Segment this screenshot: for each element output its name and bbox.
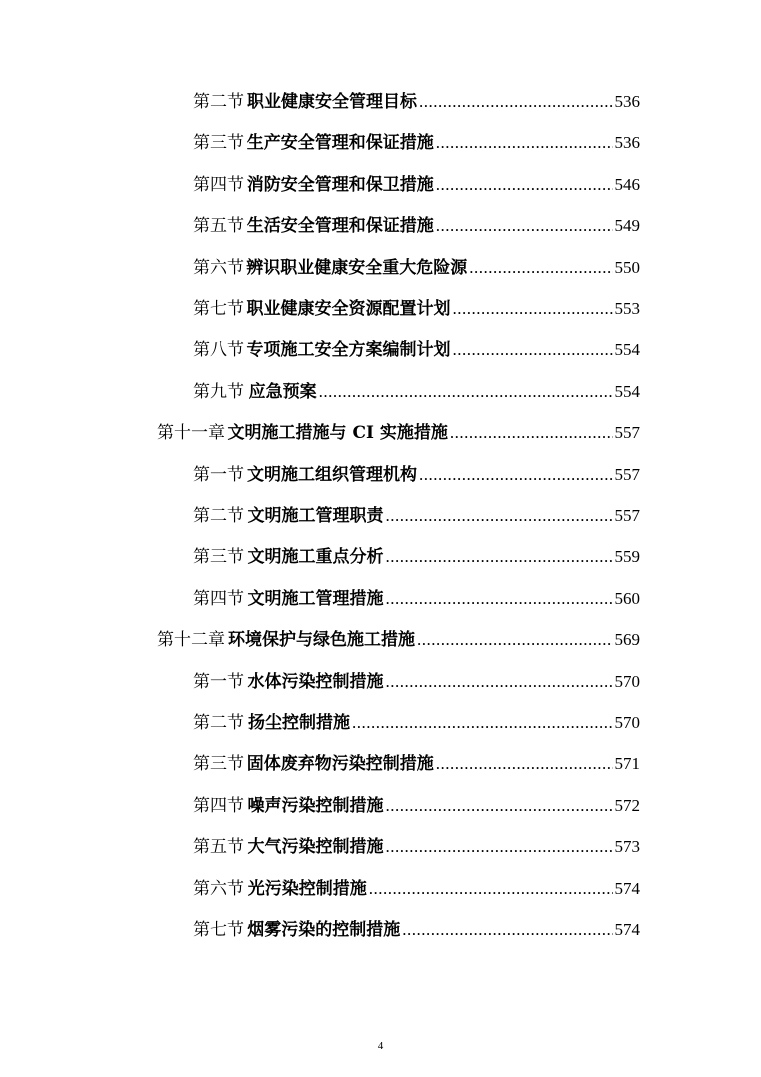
toc-entry-page: 546 bbox=[614, 174, 640, 194]
page-number: 4 bbox=[377, 1040, 384, 1052]
toc-leader-dots bbox=[319, 377, 613, 407]
toc-entry-title: 辨识职业健康安全重大危险源 bbox=[246, 257, 468, 278]
toc-entry-title: 消防安全管理和保卫措施 bbox=[246, 174, 434, 195]
toc-entry-page: 574 bbox=[614, 920, 640, 939]
toc-section-entry[interactable] bbox=[193, 915, 640, 945]
toc-entry-label: 第四节 bbox=[193, 795, 244, 816]
toc-entry-title: 职业健康安全管理目标 bbox=[247, 92, 418, 112]
toc-section-entry[interactable] bbox=[193, 749, 640, 779]
toc-entry-label: 第四节 bbox=[193, 588, 244, 609]
toc-entry-label: 第二节 bbox=[193, 92, 244, 112]
toc-section-entry[interactable] bbox=[193, 874, 640, 904]
toc-entry-page: 553 bbox=[614, 299, 640, 318]
toc-leader-dots bbox=[450, 418, 613, 448]
toc-entry-page: 557 bbox=[614, 506, 640, 525]
toc-entry-title: 文明施工措施与 CI 实施措施 bbox=[227, 423, 448, 444]
toc-entry-label: 第十一章 bbox=[157, 423, 225, 444]
toc-entry-title: 大气污染控制措施 bbox=[247, 837, 384, 858]
toc-entry-page: 550 bbox=[614, 257, 640, 277]
toc-leader-dots bbox=[352, 708, 612, 738]
toc-entry-label: 第二节 bbox=[193, 506, 244, 526]
toc-entry-page: 560 bbox=[614, 588, 640, 608]
toc-entry-label: 第七节 bbox=[193, 299, 244, 319]
toc-section-entry[interactable] bbox=[193, 832, 640, 862]
toc-entry-label: 第一节 bbox=[193, 464, 244, 485]
toc-section-entry[interactable] bbox=[193, 708, 640, 738]
toc-entry-page: 557 bbox=[614, 423, 640, 443]
toc-leader-dots bbox=[419, 87, 612, 117]
toc-section-entry[interactable] bbox=[193, 170, 640, 200]
toc-entry-page: 554 bbox=[614, 340, 640, 360]
toc-leader-dots bbox=[469, 253, 612, 283]
toc-leader-dots bbox=[402, 915, 612, 945]
toc-entry-title: 扬尘控制措施 bbox=[248, 713, 351, 733]
toc-section-entry[interactable] bbox=[193, 87, 640, 117]
toc-entry-label: 第八节 bbox=[193, 340, 244, 361]
toc-entry-label: 第三节 bbox=[193, 547, 244, 568]
toc-entry-title: 职业健康安全资源配置计划 bbox=[246, 299, 451, 319]
toc-entry-title: 应急预案 bbox=[248, 381, 317, 402]
toc-entry-label: 第三节 bbox=[193, 754, 244, 775]
toc-section-entry[interactable] bbox=[193, 667, 640, 697]
toc-leader-dots bbox=[386, 791, 613, 821]
toc-leader-dots bbox=[386, 501, 613, 531]
toc-entry-label: 第一节 bbox=[193, 671, 244, 692]
toc-section-entry[interactable] bbox=[193, 791, 640, 821]
toc-entry-label: 第六节 bbox=[193, 878, 244, 899]
toc-section-entry[interactable] bbox=[193, 294, 640, 324]
toc-section-entry[interactable] bbox=[193, 460, 640, 490]
toc-section-entry[interactable] bbox=[193, 542, 640, 572]
toc-entry-page: 554 bbox=[614, 381, 640, 401]
toc-entry-title: 噪声污染控制措施 bbox=[247, 795, 384, 816]
toc-leader-dots bbox=[452, 294, 612, 324]
toc-entry-page: 569 bbox=[614, 630, 640, 650]
toc-entry-label: 第六节 bbox=[193, 257, 244, 278]
toc-entry-title: 光污染控制措施 bbox=[247, 878, 367, 899]
toc-leader-dots bbox=[386, 667, 613, 697]
toc-entry-page: 571 bbox=[614, 754, 640, 774]
toc-leader-dots bbox=[436, 128, 613, 158]
toc-leader-dots bbox=[419, 460, 612, 490]
toc-entry-page: 549 bbox=[614, 216, 640, 236]
toc-entry-page: 557 bbox=[614, 464, 640, 484]
toc-entry-label: 第九节 bbox=[193, 381, 244, 402]
toc-entry-title: 生活安全管理和保证措施 bbox=[246, 216, 434, 237]
toc-entry-page: 572 bbox=[614, 795, 640, 815]
toc-entry-page: 536 bbox=[614, 133, 640, 153]
toc-entry-title: 烟雾污染的控制措施 bbox=[247, 920, 401, 940]
toc-entry-label: 第三节 bbox=[193, 133, 244, 154]
toc-section-entry[interactable] bbox=[193, 253, 640, 283]
toc-entry-title: 生产安全管理和保证措施 bbox=[246, 133, 434, 154]
toc-entry-page: 536 bbox=[614, 92, 640, 111]
toc-entry-title: 文明施工管理职责 bbox=[247, 506, 384, 526]
toc-section-entry[interactable] bbox=[193, 501, 640, 531]
toc-entry-page: 573 bbox=[614, 837, 640, 857]
toc-leader-dots bbox=[386, 584, 613, 614]
toc-section-entry[interactable] bbox=[193, 128, 640, 158]
toc-chapter-entry[interactable] bbox=[157, 625, 640, 655]
toc-entry-label: 第五节 bbox=[193, 216, 244, 237]
toc-entry-label: 第十二章 bbox=[157, 630, 225, 651]
toc-entry-page: 559 bbox=[614, 547, 640, 567]
toc-entry-title: 固体废弃物污染控制措施 bbox=[246, 754, 434, 775]
toc-section-entry[interactable] bbox=[193, 335, 640, 365]
toc-entry-title: 文明施工重点分析 bbox=[247, 547, 384, 568]
toc-entry-page: 570 bbox=[614, 671, 640, 691]
toc-entry-title: 专项施工安全方案编制计划 bbox=[246, 340, 451, 361]
toc-section-entry[interactable] bbox=[193, 377, 640, 407]
toc-leader-dots bbox=[369, 874, 613, 904]
toc-leader-dots bbox=[436, 749, 613, 779]
toc-chapter-entry[interactable] bbox=[157, 418, 640, 448]
toc-section-entry[interactable] bbox=[193, 211, 640, 241]
toc-entry-title: 文明施工管理措施 bbox=[247, 588, 384, 609]
toc-leader-dots bbox=[436, 211, 613, 241]
toc-entry-title: 文明施工组织管理机构 bbox=[247, 464, 418, 485]
toc-entry-label: 第四节 bbox=[193, 174, 244, 195]
toc-leader-dots bbox=[386, 832, 613, 862]
toc-entry-label: 第二节 bbox=[193, 713, 244, 733]
toc-entry-title: 水体污染控制措施 bbox=[247, 671, 384, 692]
toc-entry-label: 第五节 bbox=[193, 837, 244, 858]
toc-leader-dots bbox=[386, 542, 613, 572]
toc-leader-dots bbox=[436, 170, 613, 200]
toc-leader-dots bbox=[417, 625, 612, 655]
toc-entry-title: 环境保护与绿色施工措施 bbox=[228, 630, 416, 651]
toc-entry-page: 570 bbox=[614, 713, 640, 732]
toc-entry-label: 第七节 bbox=[193, 920, 244, 940]
toc-entry-page: 574 bbox=[614, 878, 640, 898]
toc-section-entry[interactable] bbox=[193, 584, 640, 614]
toc-leader-dots bbox=[452, 335, 612, 365]
